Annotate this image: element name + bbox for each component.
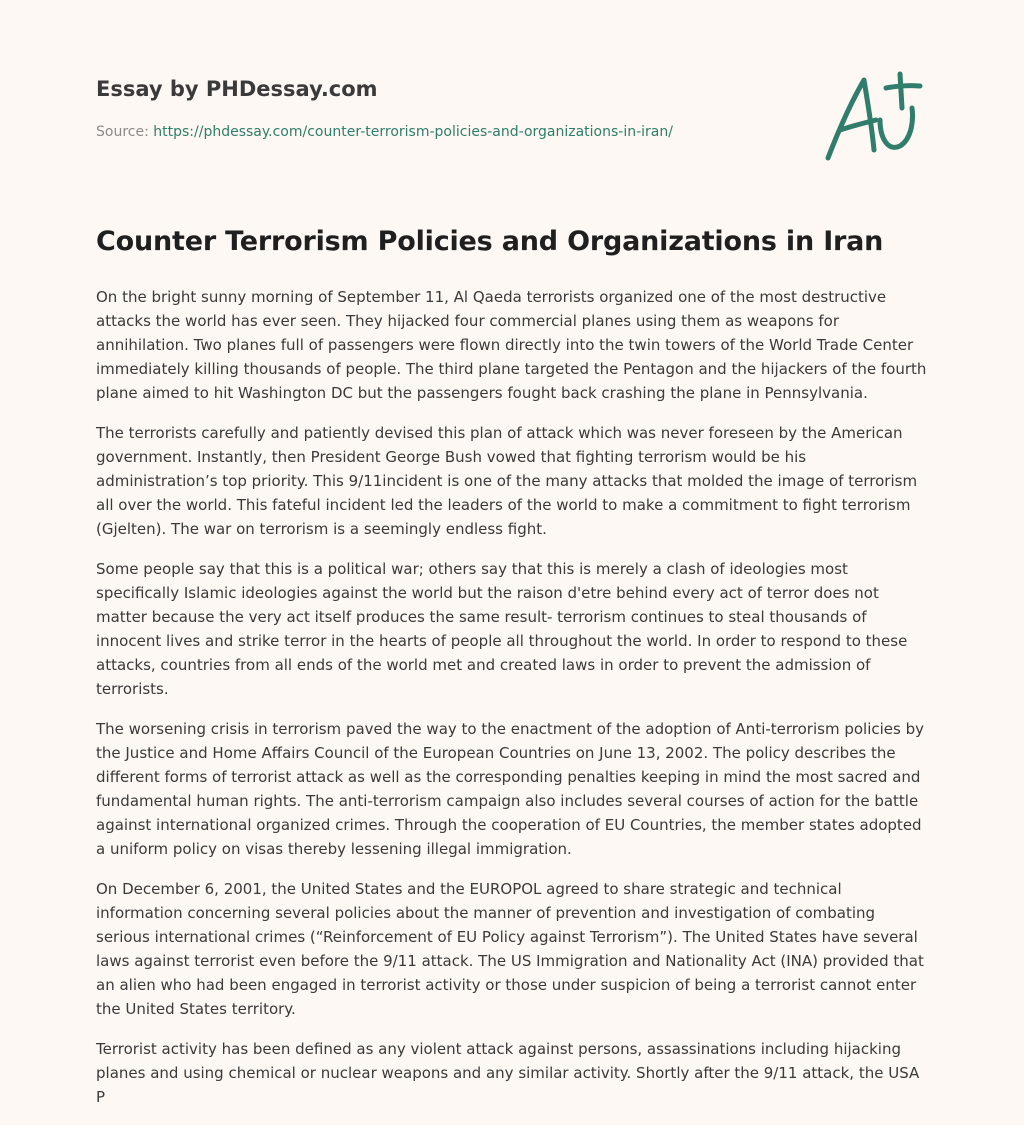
- essay-paragraph: Some people say that this is a political war; others say that this is merely a clash of ideologies most specifically Islamic ideologies against the world but the raison d'etre behind every act of terror does not matter because the very act itself produces the same result- terrorism continues to steal thousands of innocent lives and strike terror in the hearts of people all throughout the world. In order to respond to these attacks, countries from all ends of the world met and created laws in order to prevent the admission of terrorists.: [96, 560, 908, 698]
- essay-paragraph: On December 6, 2001, the United States and the EUROPOL agreed to share strategic and technical information concerning several policies about the manner of prevention and investigation of combating serious international crimes (“Reinforcement of EU Policy against Terrorism”). The United States have several laws against terrorist even before the 9/11 attack. The US Immigration and Nationality Act (INA) provided that an alien who had been engaged in terrorist activity or those under suspicion of being a terrorist cannot enter the United States territory.: [96, 880, 924, 1018]
- source-line: [96, 124, 673, 140]
- brand-heading: Essay by PHDessay.com: [96, 77, 378, 101]
- source-label: Source:: [96, 124, 154, 140]
- essay-paragraph: The terrorists carefully and patiently devised this plan of attack which was never foreseen by the American government. Instantly, then President George Bush vowed that fighting terrorism would be his administration’s top priority. This 9/11incident is one of the many attacks that molded the image of terrorism all over the world. This fateful incident led the leaders of the world to make a commitment to fight terrorism (Gjelten). The war on terrorism is a seemingly endless fight.: [96, 424, 918, 538]
- essay-body: [96, 285, 928, 1125]
- essay-title: Counter Terrorism Policies and Organizations in Iran: [96, 226, 884, 257]
- essay-paragraph: The worsening crisis in terrorism paved the way to the enactment of the adoption of Anti-terrorism policies by the Justice and Home Affairs Council of the European Countries on June 13, 2002. The policy describes the different forms of terrorist attack as well as the corresponding penalties keeping in mind the most sacred and fundamental human rights. The anti-terrorism campaign also includes several courses of action for the battle against international organized crimes. Through the cooperation of EU Countries, the member states adopted a uniform policy on visas thereby lessening illegal immigration.: [96, 720, 924, 858]
- essay-paragraph: Terrorist activity has been defined as any violent attack against persons, assassinations including hijacking planes and using chemical or nuclear weapons and any similar activity. Shortly after the 9/11 attack, the USA P: [96, 1040, 920, 1106]
- source-link[interactable]: https://phdessay.com/counter-terrorism-policies-and-organizations-in-iran/: [153, 124, 673, 140]
- essay-paragraph: On the bright sunny morning of September 11, Al Qaeda terrorists organized one of the most destructive attacks the world has ever seen. They hijacked four commercial planes using them as weapons for annihilation. Two planes full of passengers were flown directly into the twin towers of the World Trade Center immediately killing thousands of people. The third plane targeted the Pentagon and the hijackers of the fourth plane aimed to hit Washington DC but the passengers fought back crashing the plane in Pennsylvania.: [96, 288, 927, 402]
- a-plus-logo-icon: [822, 68, 926, 164]
